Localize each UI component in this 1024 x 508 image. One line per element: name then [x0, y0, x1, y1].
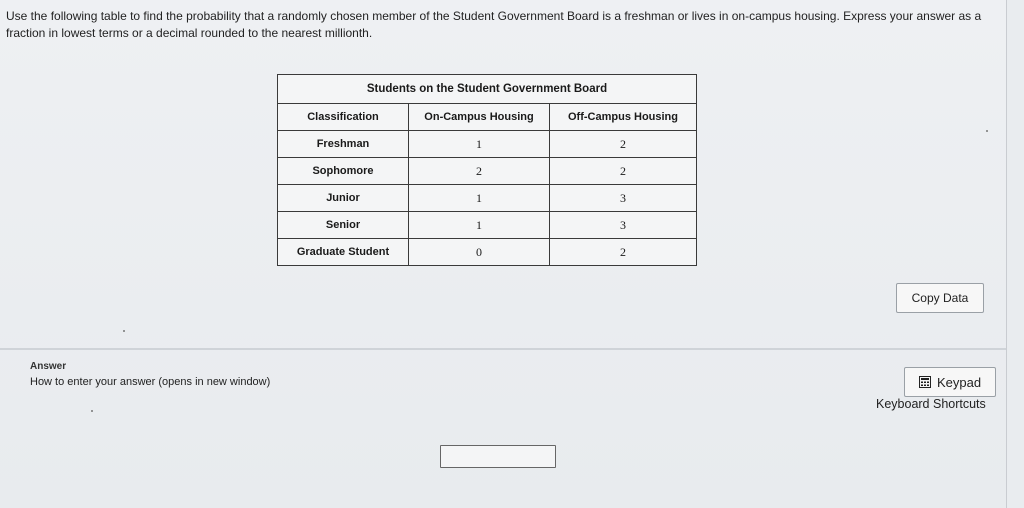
copy-data-button[interactable]: Copy Data: [896, 283, 984, 313]
decorative-dot: [986, 130, 988, 132]
column-header-off-campus: Off-Campus Housing: [550, 104, 697, 131]
on-campus-cell: 2: [409, 158, 550, 185]
table-row: [278, 212, 697, 239]
keypad-label: Keypad: [936, 374, 982, 390]
on-campus-cell: 1: [409, 185, 550, 212]
decorative-dot: [91, 410, 93, 412]
section-divider: [0, 348, 1006, 350]
off-campus-cell: 2: [550, 131, 697, 158]
on-campus-cell: 0: [409, 239, 550, 266]
table-row: [278, 239, 697, 266]
column-header-classification: Classification: [278, 104, 409, 131]
off-campus-cell: 3: [550, 185, 697, 212]
how-to-enter-answer-link[interactable]: How to enter your answer (opens in new window): [30, 376, 271, 388]
column-header-on-campus: On-Campus Housing: [409, 104, 550, 131]
row-label: Sophomore: [278, 158, 409, 185]
row-label: Graduate Student: [278, 239, 409, 266]
keypad-button[interactable]: [904, 367, 996, 397]
row-label: Senior: [278, 212, 409, 239]
student-board-table: [277, 74, 697, 266]
keyboard-shortcuts-link[interactable]: Keyboard Shortcuts: [876, 397, 986, 411]
off-campus-cell: 3: [550, 212, 697, 239]
table-row: [278, 158, 697, 185]
answer-input[interactable]: [440, 445, 556, 468]
off-campus-cell: 2: [550, 158, 697, 185]
calculator-icon: [919, 376, 931, 388]
row-label: Junior: [278, 185, 409, 212]
table-row: [278, 185, 697, 212]
table-row: [278, 131, 697, 158]
answer-heading: Answer: [30, 361, 67, 372]
table-caption: Students on the Student Government Board: [278, 75, 697, 104]
decorative-dot: [123, 330, 125, 332]
data-table-container: [277, 74, 697, 266]
on-campus-cell: 1: [409, 131, 550, 158]
on-campus-cell: 1: [409, 212, 550, 239]
row-label: Freshman: [278, 131, 409, 158]
off-campus-cell: 2: [550, 239, 697, 266]
question-text: Use the following table to find the probability that a randomly chosen member of the Student Government Board is a freshman or lives in on-campus housing. Express your answer as a fraction in lowest terms or a decimal rounded to the nearest millionth.: [6, 9, 982, 40]
